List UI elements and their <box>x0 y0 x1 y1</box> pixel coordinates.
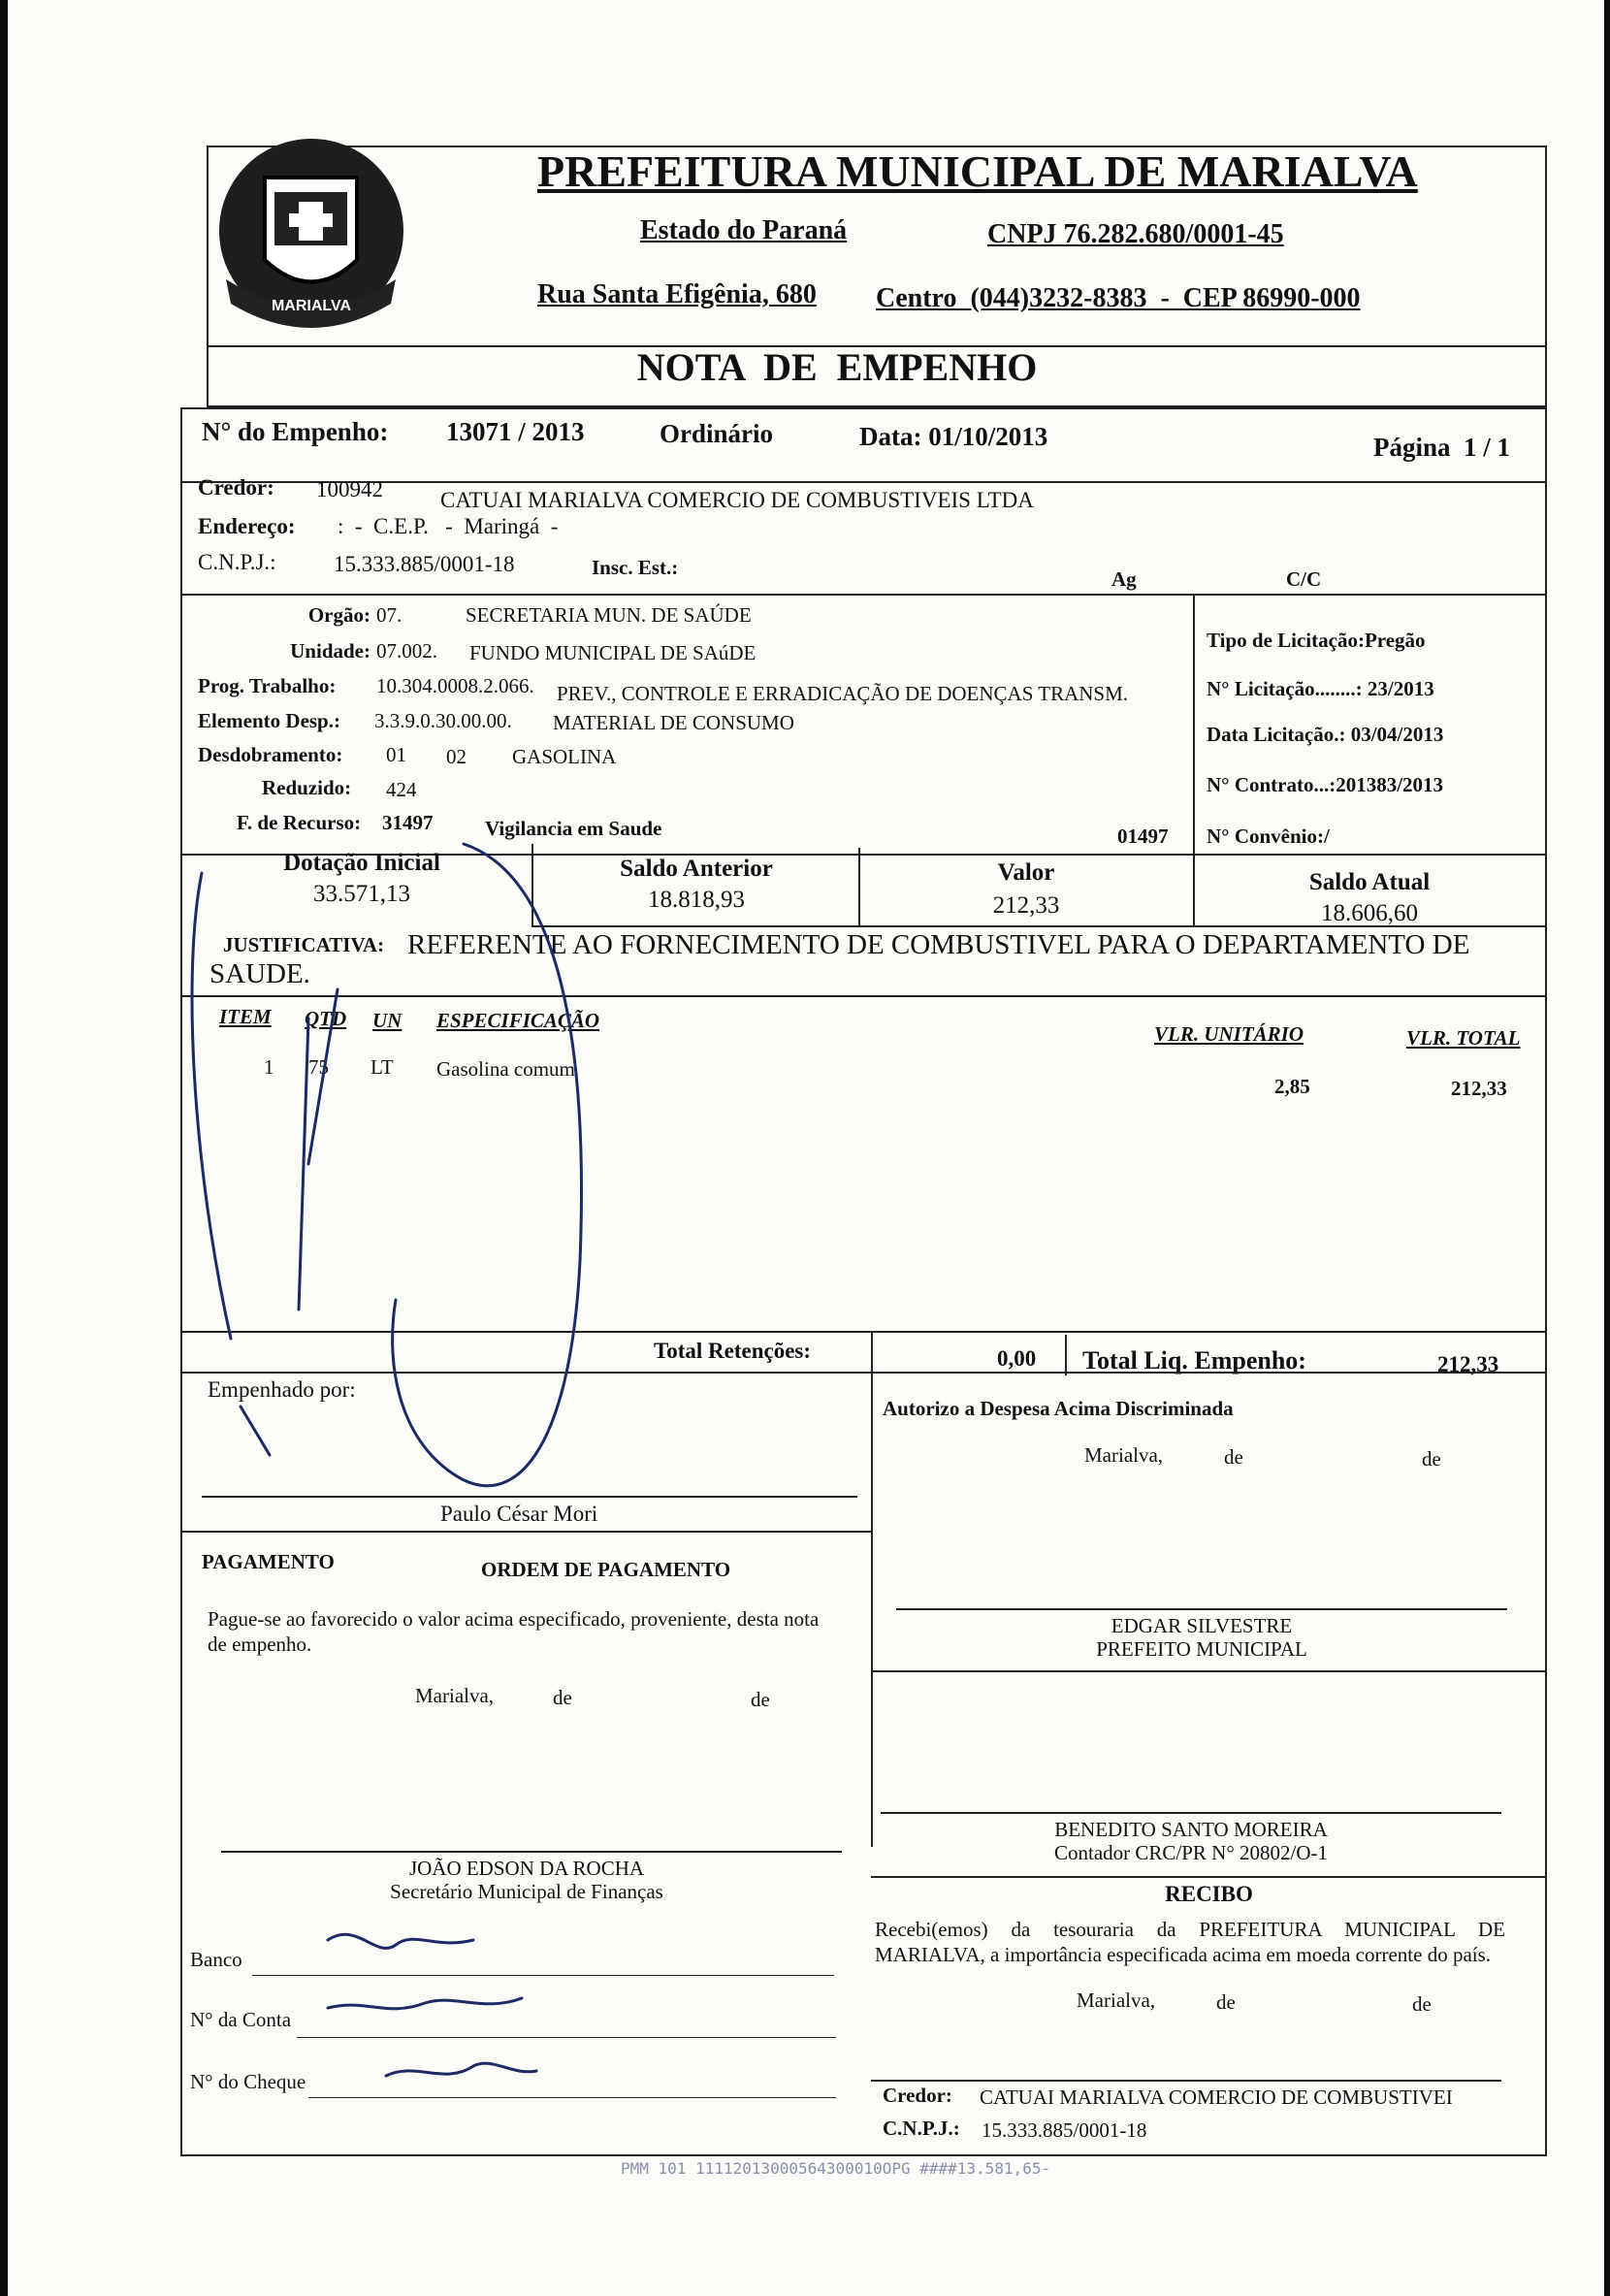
item-vlr-total: 212,33 <box>1451 1077 1507 1100</box>
prog-label: Prog. Trabalho: <box>198 674 337 697</box>
header-state: Estado do Paraná <box>640 215 848 245</box>
empenho-date: Data: 01/10/2013 <box>859 422 1048 451</box>
empenho-page: Página 1 / 1 <box>1373 433 1511 462</box>
orgao-code: 07. <box>376 603 402 627</box>
insc-label: Insc. Est.: <box>592 556 679 579</box>
elem-label: Elemento Desp.: <box>198 709 340 732</box>
ag-label: Ag <box>1111 567 1137 591</box>
contador-name: BENEDITO SANTO MOREIRA <box>1054 1818 1328 1841</box>
recibo-cnpj: 15.333.885/0001-18 <box>982 2118 1147 2142</box>
col-qtd: QTD <box>305 1007 347 1030</box>
empenho-number-label: N° do Empenho: <box>202 417 389 446</box>
empenhado-label: Empenhado por: <box>208 1377 356 1402</box>
autorizo-place: Marialva, <box>1084 1443 1164 1467</box>
header-cnpj: CNPJ 76.282.680/0001-45 <box>987 219 1284 249</box>
reduzido-value: 424 <box>386 778 417 801</box>
justificativa-label: JUSTIFICATIVA: <box>223 933 385 956</box>
credor-name: CATUAI MARIALVA COMERCIO DE COMBUSTIVEIS LTDA <box>440 488 1034 512</box>
empenhado-name: Paulo César Mori <box>440 1502 598 1526</box>
valor-value: 212,33 <box>992 892 1060 919</box>
header-district-phone: Centro (044)3232-8383 - CEP 86990-000 <box>876 283 1361 313</box>
prog-name: PREV., CONTROLE E ERRADICAÇÃO DE DOENÇAS TRANSM. <box>557 682 1129 705</box>
credor-code: 100942 <box>316 477 383 501</box>
licitacao-numero: N° Licitação........: 23/2013 <box>1207 677 1434 700</box>
recibo-credor-label: Credor: <box>883 2084 952 2107</box>
autorizo-de1: de <box>1224 1445 1243 1469</box>
dotacao-label: Dotação Inicial <box>283 850 440 876</box>
empenho-number: 13071 / 2013 <box>446 417 585 446</box>
fonte-name: Vigilancia em Saude <box>485 817 662 840</box>
item-esp: Gasolina comum <box>436 1057 575 1081</box>
recibo-text: Recebi(emos) da tesouraria da PREFEITURA MUNICIPAL DE MARIALVA, a importância especificada acima em moeda corrente do país. <box>875 1918 1505 1966</box>
recibo-title: RECIBO <box>1165 1882 1253 1906</box>
recibo-de2: de <box>1412 1992 1432 2016</box>
address-value: : - C.E.P. - Maringá - <box>338 514 559 538</box>
item-number: 1 <box>264 1055 274 1079</box>
prefeito-name: EDGAR SILVESTRE <box>1111 1614 1293 1637</box>
unidade-label: Unidade: <box>290 639 370 663</box>
credor-label: Credor: <box>198 475 274 500</box>
fonte-label: F. de Recurso: <box>237 811 362 834</box>
fonte-value: 31497 <box>382 811 434 834</box>
prog-code: 10.304.0008.2.066. <box>376 674 534 697</box>
recibo-place: Marialva, <box>1077 1989 1156 2012</box>
desdob-name: GASOLINA <box>512 745 617 768</box>
recibo-de1: de <box>1216 1990 1236 2014</box>
cnpj-value: 15.333.885/0001-18 <box>334 552 515 576</box>
licitacao-contrato: N° Contrato...:201383/2013 <box>1207 773 1444 796</box>
orgao-name: SECRETARIA MUN. DE SAÚDE <box>466 603 752 627</box>
justificativa-text-line2: SAUDE. <box>209 958 310 989</box>
reduzido-label: Reduzido: <box>262 776 352 799</box>
recibo-cnpj-label: C.N.P.J.: <box>883 2117 960 2140</box>
ordem-pagamento: ORDEM DE PAGAMENTO <box>481 1558 731 1581</box>
desdob-code2: 02 <box>446 745 467 768</box>
saldo-atual-value: 18.606,60 <box>1321 900 1418 926</box>
banco-label: Banco <box>190 1948 242 1971</box>
header-street: Rua Santa Efigênia, 680 <box>537 279 817 309</box>
cheque-label: N° do Cheque <box>190 2070 306 2093</box>
liq-value: 212,33 <box>1437 1352 1499 1376</box>
conta-label: N° da Conta <box>190 2008 292 2031</box>
svg-text:MARIALVA: MARIALVA <box>271 298 352 314</box>
elem-code: 3.3.9.0.30.00.00. <box>374 709 512 732</box>
item-qtd: 75 <box>308 1055 329 1079</box>
fonte-code: 01497 <box>1117 825 1169 848</box>
justificativa-text-line1: REFERENTE AO FORNECIMENTO DE COMBUSTIVEL PARA O DEPARTAMENTO DE <box>407 929 1470 960</box>
handwritten-annotation <box>8 0 1604 2296</box>
secretario-name: JOÃO EDSON DA ROCHA <box>408 1857 645 1880</box>
licitacao-convenio: N° Convênio:/ <box>1207 825 1330 848</box>
address-label: Endereço: <box>198 514 296 538</box>
recibo-credor-name: CATUAI MARIALVA COMERCIO DE COMBUSTIVEI <box>980 2086 1453 2109</box>
header-title: PREFEITURA MUNICIPAL DE MARIALVA <box>537 146 1418 196</box>
empenho-type: Ordinário <box>660 419 774 448</box>
pagamento-de2: de <box>751 1688 770 1711</box>
retencoes-label: Total Retenções: <box>654 1339 812 1363</box>
saldo-anterior-value: 18.818,93 <box>648 887 745 913</box>
unidade-name: FUNDO MUNICIPAL DE SAúDE <box>469 641 757 664</box>
footer-code: PMM 101 11112013000564300010OPG ####13.581,65- <box>621 2159 1051 2178</box>
retencoes-value: 0,00 <box>997 1346 1037 1371</box>
item-un: LT <box>370 1055 394 1079</box>
pagamento-label: PAGAMENTO <box>202 1550 335 1573</box>
licitacao-tipo: Tipo de Licitação:Pregão <box>1207 629 1426 652</box>
pagamento-de1: de <box>553 1686 572 1709</box>
liq-label: Total Liq. Empenho: <box>1082 1346 1306 1374</box>
saldo-anterior-label: Saldo Anterior <box>620 856 773 882</box>
elem-name: MATERIAL DE CONSUMO <box>553 711 794 734</box>
cc-label: C/C <box>1286 567 1322 591</box>
secretario-role: Secretário Municipal de Finanças <box>390 1880 663 1903</box>
pagamento-place: Marialva, <box>415 1684 495 1707</box>
cnpj-label: C.N.P.J.: <box>198 550 276 574</box>
document-page <box>8 0 1604 2296</box>
dotacao-value: 33.571,13 <box>313 881 410 907</box>
contador-role: Contador CRC/PR N° 20802/O-1 <box>1053 1841 1328 1864</box>
desdob-code1: 01 <box>386 743 406 766</box>
col-un: UN <box>372 1009 402 1032</box>
valor-label: Valor <box>997 859 1055 886</box>
prefeito-role: PREFEITO MUNICIPAL <box>1096 1637 1307 1661</box>
col-item: ITEM <box>219 1005 272 1028</box>
autorizo-de2: de <box>1422 1447 1441 1471</box>
item-vlr-unit: 2,85 <box>1274 1075 1310 1098</box>
autorizo-text: Autorizo a Despesa Acima Discriminada <box>883 1397 1234 1420</box>
desdob-label: Desdobramento: <box>198 743 343 766</box>
saldo-atual-label: Saldo Atual <box>1308 869 1431 895</box>
unidade-code: 07.002. <box>376 639 437 663</box>
col-vlr-unit: VLR. UNITÁRIO <box>1154 1022 1304 1046</box>
orgao-label: Orgão: <box>307 603 370 627</box>
licitacao-data: Data Licitação.: 03/04/2013 <box>1207 723 1444 746</box>
col-vlr-total: VLR. TOTAL <box>1406 1026 1521 1050</box>
col-esp: ESPECIFICAÇÃO <box>436 1009 600 1032</box>
doc-title: NOTA DE EMPENHO <box>636 345 1038 389</box>
pagamento-text: Pague-se ao favorecido o valor acima especificado, proveniente, desta nota de empenho. <box>208 1607 820 1656</box>
